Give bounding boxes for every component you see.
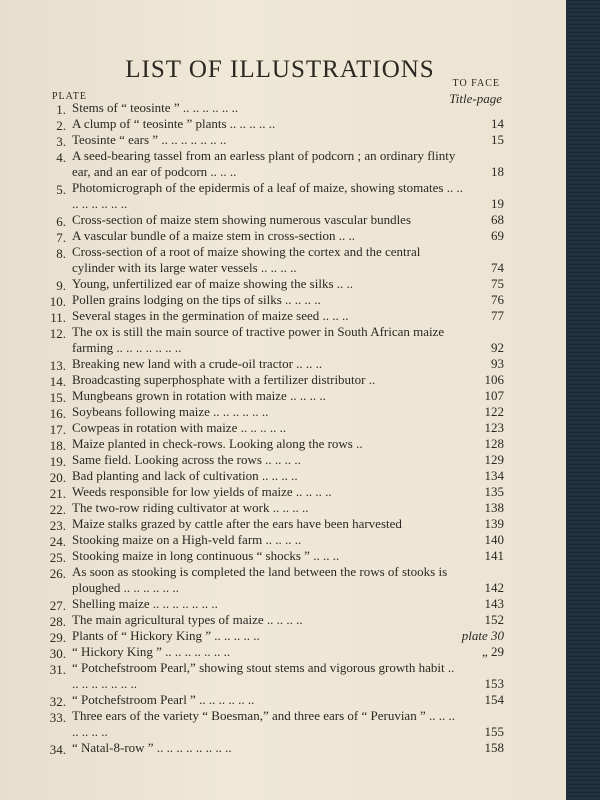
illustration-caption: Cowpeas in rotation with maize .. .. .. .. .. [72,420,287,435]
illustration-entry [34,244,504,276]
plate-number: 11. [50,310,66,325]
plate-number: 8. [56,246,66,261]
illustration-entry [34,180,504,212]
plate-number: 32. [49,694,66,709]
plate-number: 22. [49,502,66,517]
plate-number: 6. [56,214,66,229]
page-reference: 19 [491,196,504,211]
illustration-caption: “ Potchefstroom Pearl,” showing stout stems and vigorous growth habit .. .. .. .. .. .. .. .. [72,660,455,691]
page-reference: 93 [491,356,504,371]
illustration-caption: Broadcasting superphosphate with a fertilizer distributor .. [72,372,376,387]
illustration-entry [34,436,504,452]
plate-number: 3. [56,134,66,149]
illustration-entry [34,468,504,484]
page-reference: 122 [484,404,504,419]
illustration-entry [34,644,504,660]
to-face-label: TO FACE [452,78,500,89]
illustration-caption: A seed-bearing tassel from an earless plant of podcorn ; an ordinary flinty ear, and an ear of podcorn .. .. .. [72,148,456,179]
page-reference: 152 [484,612,504,627]
plate-number: 19. [49,454,66,469]
illustration-caption: Pollen grains lodging on the tips of silks .. .. .. .. [72,292,321,307]
page-reference: 77 [491,308,504,323]
page-reference: 142 [484,580,504,595]
plate-number: 26. [49,566,66,581]
plate-number: 10. [49,294,66,309]
plate-column-label: PLATE [52,91,87,102]
page-reference: 128 [484,436,504,451]
illustration-caption: A vascular bundle of a maize stem in cross-section .. .. [72,228,356,243]
page-reference: 92 [491,340,504,355]
illustration-entry [34,612,504,628]
illustration-entry [34,308,504,324]
illustration-caption: Three ears of the variety “ Boesman,” and three ears of “ Peruvian ” .. .. .. .. .. .. .. [72,708,455,739]
illustration-caption: “ Potchefstroom Pearl ” .. .. .. .. .. .. [72,692,255,707]
page-reference: 154 [484,692,504,707]
plate-number: 31. [49,662,66,677]
illustration-entry [34,292,504,308]
illustration-caption: Bad planting and lack of cultivation .. .. .. .. [72,468,298,483]
illustration-entry [34,420,504,436]
page-reference: 14 [491,116,504,131]
plate-number: 16. [49,406,66,421]
title-page-reference: Title-page [449,91,502,106]
page-reference: 141 [484,548,504,563]
page-reference: 158 [484,740,504,755]
plate-number: 13. [49,358,66,373]
illustration-entry [34,404,504,420]
illustration-entry [34,516,504,532]
illustration-caption: Teosinte “ ears ” .. .. .. .. .. .. .. [72,132,227,147]
page-reference: 129 [484,452,504,467]
plate-number: 7. [56,230,66,245]
plate-number: 9. [56,278,66,293]
plate-number: 25. [49,550,66,565]
page-reference: 153 [484,676,504,691]
illustration-caption: Stooking maize in long continuous “ shocks ” .. .. .. [72,548,340,563]
page-reference: 155 [484,724,504,739]
illustration-caption: “ Natal-8-row ” .. .. .. .. .. .. .. .. [72,740,232,755]
illustration-entry [34,116,504,132]
illustration-caption: As soon as stooking is completed the land between the rows of stooks is ploughed .. .. .. .. .. .. [72,564,448,595]
illustration-caption: Breaking new land with a crude-oil tractor .. .. .. [72,356,323,371]
illustration-caption: Shelling maize .. .. .. .. .. .. .. [72,596,218,611]
page-reference: 106 [484,372,504,387]
page-reference: 143 [484,596,504,611]
plate-number: 34. [49,742,66,757]
illustration-list [34,100,504,756]
page-reference: 15 [491,132,504,147]
illustration-caption: The two-row riding cultivator at work .. .. .. .. [72,500,309,515]
illustration-entry [34,484,504,500]
page-reference: 123 [484,420,504,435]
page-reference: 135 [484,484,504,499]
illustration-caption: Stooking maize on a High-veld farm .. .. .. .. [72,532,302,547]
illustration-entry [34,628,504,644]
page-reference: 138 [484,500,504,515]
plate-number: 2. [56,118,66,133]
illustration-caption: Plants of “ Hickory King ” .. .. .. .. .. [72,628,260,643]
page-reference: 140 [484,532,504,547]
page-reference: „ 29 [481,644,504,659]
illustration-entry [34,500,504,516]
plate-number: 18. [49,438,66,453]
illustration-entry [34,148,504,180]
plate-number: 27. [49,598,66,613]
page-reference: plate 30 [461,628,504,643]
plate-number: 17. [49,422,66,437]
plate-number: 28. [49,614,66,629]
page-reference: 74 [491,260,504,275]
page-reference: 76 [491,292,504,307]
book-binding-edge [566,0,600,800]
illustration-caption: Mungbeans grown in rotation with maize .. .. .. .. [72,388,326,403]
illustration-entry [34,132,504,148]
page-reference: 68 [491,212,504,227]
plate-number: 29. [49,630,66,645]
plate-number: 24. [49,534,66,549]
plate-number: 33. [49,710,66,725]
illustration-entry [34,548,504,564]
illustration-entry [34,532,504,548]
illustration-entry [34,100,504,116]
illustration-entry [34,212,504,228]
illustration-entry [34,372,504,388]
illustration-entry [34,692,504,708]
illustration-entry [34,740,504,756]
plate-number: 12. [49,326,66,341]
plate-number: 21. [49,486,66,501]
plate-number: 30. [49,646,66,661]
page-reference: 134 [484,468,504,483]
plate-number: 5. [56,182,66,197]
illustration-entry [34,660,504,692]
illustration-caption: Young, unfertilized ear of maize showing the silks .. .. [72,276,354,291]
page-reference: 107 [484,388,504,403]
page-reference: 75 [491,276,504,291]
illustration-caption: Weeds responsible for low yields of maize .. .. .. .. [72,484,332,499]
illustration-entry [34,388,504,404]
illustration-caption: The ox is still the main source of tractive power in South African maize farming .. .. .. .. .. .. .. [72,324,445,355]
illustration-caption: Soybeans following maize .. .. .. .. .. .. [72,404,269,419]
plate-number: 1. [56,102,66,117]
page-reference: 69 [491,228,504,243]
illustration-entry [34,708,504,740]
illustration-caption: Several stages in the germination of maize seed .. .. .. [72,308,349,323]
plate-number: 20. [49,470,66,485]
illustration-caption: Maize stalks grazed by cattle after the ears have been harvested [72,516,402,531]
illustration-caption: Same field. Looking across the rows .. .. .. .. [72,452,301,467]
illustration-caption: Cross-section of a root of maize showing the cortex and the central cylinder with its large water vessels .. .. .. .. [72,244,421,275]
illustration-entry [34,596,504,612]
page-title: LIST OF ILLUSTRATIONS [125,56,435,83]
illustration-caption: Maize planted in check-rows. Looking along the rows .. [72,436,363,451]
illustration-entry [34,324,504,356]
illustration-entry [34,564,504,596]
illustration-caption: Stems of “ teosinte ” .. .. .. .. .. .. [72,100,239,115]
illustration-entry [34,356,504,372]
illustration-entry [34,228,504,244]
plate-number: 14. [49,374,66,389]
plate-number: 4. [56,150,66,165]
page-reference: 139 [484,516,504,531]
plate-number: 23. [49,518,66,533]
illustration-entry [34,452,504,468]
illustration-caption: “ Hickory King ” .. .. .. .. .. .. .. [72,644,231,659]
illustration-entry [34,276,504,292]
illustration-caption: The main agricultural types of maize .. .. .. .. [72,612,303,627]
page-reference: 18 [491,164,504,179]
illustration-caption: A clump of “ teosinte ” plants .. .. .. .. .. [72,116,276,131]
illustration-caption: Cross-section of maize stem showing numerous vascular bundles [72,212,412,227]
illustration-caption: Photomicrograph of the epidermis of a leaf of maize, showing stomates .. .. .. .. .. .. .. .. [72,180,463,211]
plate-number: 15. [49,390,66,405]
